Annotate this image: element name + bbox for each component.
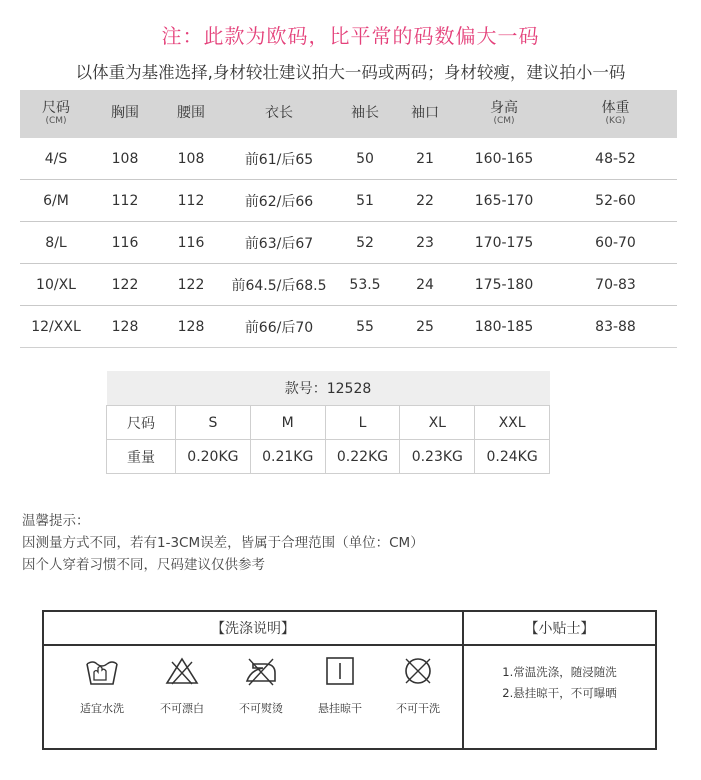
header-height: 身高 (CM)	[454, 90, 554, 138]
table-row	[20, 264, 677, 306]
tips-line: 因个人穿着习惯不同，尺码建议仅供参考	[22, 557, 265, 573]
weight-table-title-row	[107, 371, 550, 406]
table-cell: 48-52	[554, 138, 677, 180]
care-label: 适宜水洗	[80, 702, 124, 715]
tips-header: 【小贴士】	[464, 612, 655, 646]
table-cell: 112	[158, 180, 224, 222]
table-cell: 22	[396, 180, 454, 222]
table-cell: XL	[400, 406, 475, 440]
table-cell: 前62/后66	[224, 180, 334, 222]
size-chart-table	[20, 90, 677, 348]
table-cell: 0.20KG	[176, 440, 251, 474]
table-cell: 6/M	[20, 180, 92, 222]
header-weight: 体重 (KG)	[554, 90, 677, 138]
table-cell: 180-185	[454, 306, 554, 348]
table-row	[20, 180, 677, 222]
care-item	[221, 656, 301, 716]
size-notice: 注：此款为欧码，比平常的码数偏大一码	[161, 24, 540, 48]
header-waist: 腰围	[158, 90, 224, 138]
tip-line: 1.常温洗涤，随浸随洗	[502, 665, 617, 679]
table-cell: M	[250, 406, 325, 440]
table-cell: 8/L	[20, 222, 92, 264]
table-cell: 尺码	[107, 406, 176, 440]
table-cell: 128	[158, 306, 224, 348]
table-cell: 60-70	[554, 222, 677, 264]
size-chart-header-row	[20, 90, 677, 138]
table-cell: 10/XL	[20, 264, 92, 306]
table-cell: 108	[92, 138, 158, 180]
table-row	[20, 138, 677, 180]
table-cell: 55	[334, 306, 396, 348]
style-number: 款号：12528	[107, 371, 550, 406]
warm-tips	[22, 510, 424, 576]
weight-table	[106, 371, 550, 474]
tips-heading: 温馨提示：	[22, 513, 90, 529]
care-item	[142, 656, 222, 716]
table-cell: 70-83	[554, 264, 677, 306]
table-cell: 前63/后67	[224, 222, 334, 264]
table-cell: 0.22KG	[325, 440, 400, 474]
table-cell: 108	[158, 138, 224, 180]
tip-lines	[464, 662, 655, 704]
small-tips	[464, 612, 655, 748]
header-size: 尺码 (CM)	[20, 90, 92, 138]
table-cell: 53.5	[334, 264, 396, 306]
care-item	[62, 656, 142, 716]
table-cell: 122	[92, 264, 158, 306]
table-cell: 112	[92, 180, 158, 222]
table-cell: 116	[158, 222, 224, 264]
table-cell: 0.24KG	[475, 440, 550, 474]
no-iron-icon	[243, 656, 279, 686]
table-cell: 4/S	[20, 138, 92, 180]
table-cell: 165-170	[454, 180, 554, 222]
care-label: 悬挂晾干	[318, 702, 362, 715]
table-cell: 50	[334, 138, 396, 180]
table-row	[20, 222, 677, 264]
table-cell: 52	[334, 222, 396, 264]
table-cell: 0.21KG	[250, 440, 325, 474]
table-cell: 160-165	[454, 138, 554, 180]
table-cell: 128	[92, 306, 158, 348]
header-sleeve: 袖长	[334, 90, 396, 138]
table-cell: 83-88	[554, 306, 677, 348]
table-row	[107, 440, 550, 474]
wash-header: 【洗涤说明】	[44, 612, 462, 646]
no-tumble-dry-icon	[400, 656, 436, 686]
table-cell: 21	[396, 138, 454, 180]
table-cell: 116	[92, 222, 158, 264]
table-cell: 前64.5/后68.5	[224, 264, 334, 306]
care-item	[300, 656, 380, 716]
table-row	[20, 306, 677, 348]
hand-wash-icon	[84, 656, 120, 686]
care-instructions-box	[42, 610, 657, 750]
wash-instructions	[44, 612, 464, 748]
header-length: 衣长	[224, 90, 334, 138]
table-cell: 122	[158, 264, 224, 306]
table-cell: 23	[396, 222, 454, 264]
care-icons	[44, 646, 462, 746]
table-cell: 12/XXL	[20, 306, 92, 348]
table-cell: 51	[334, 180, 396, 222]
table-cell: 175-180	[454, 264, 554, 306]
tip-line: 2.悬挂晾干，不可曝晒	[502, 686, 617, 700]
size-advice: 以体重为基准选择,身材较壮建议拍大一码或两码；身材较瘦，建议拍小一码	[75, 63, 626, 82]
table-cell: 24	[396, 264, 454, 306]
care-label: 不可干洗	[396, 702, 440, 715]
table-row	[107, 406, 550, 440]
care-label: 不可漂白	[160, 702, 204, 715]
table-cell: L	[325, 406, 400, 440]
table-cell: 前66/后70	[224, 306, 334, 348]
table-cell: S	[176, 406, 251, 440]
care-item	[378, 656, 458, 716]
hang-dry-icon	[322, 656, 358, 686]
table-cell: 重量	[107, 440, 176, 474]
care-label: 不可熨烫	[239, 702, 283, 715]
table-cell: 25	[396, 306, 454, 348]
table-cell: XXL	[475, 406, 550, 440]
no-bleach-icon	[164, 656, 200, 686]
table-cell: 0.23KG	[400, 440, 475, 474]
header-chest: 胸围	[92, 90, 158, 138]
table-cell: 前61/后65	[224, 138, 334, 180]
header-cuff: 袖口	[396, 90, 454, 138]
table-cell: 170-175	[454, 222, 554, 264]
table-cell: 52-60	[554, 180, 677, 222]
tips-line: 因测量方式不同，若有1-3CM误差，皆属于合理范围（单位：CM）	[22, 535, 424, 551]
